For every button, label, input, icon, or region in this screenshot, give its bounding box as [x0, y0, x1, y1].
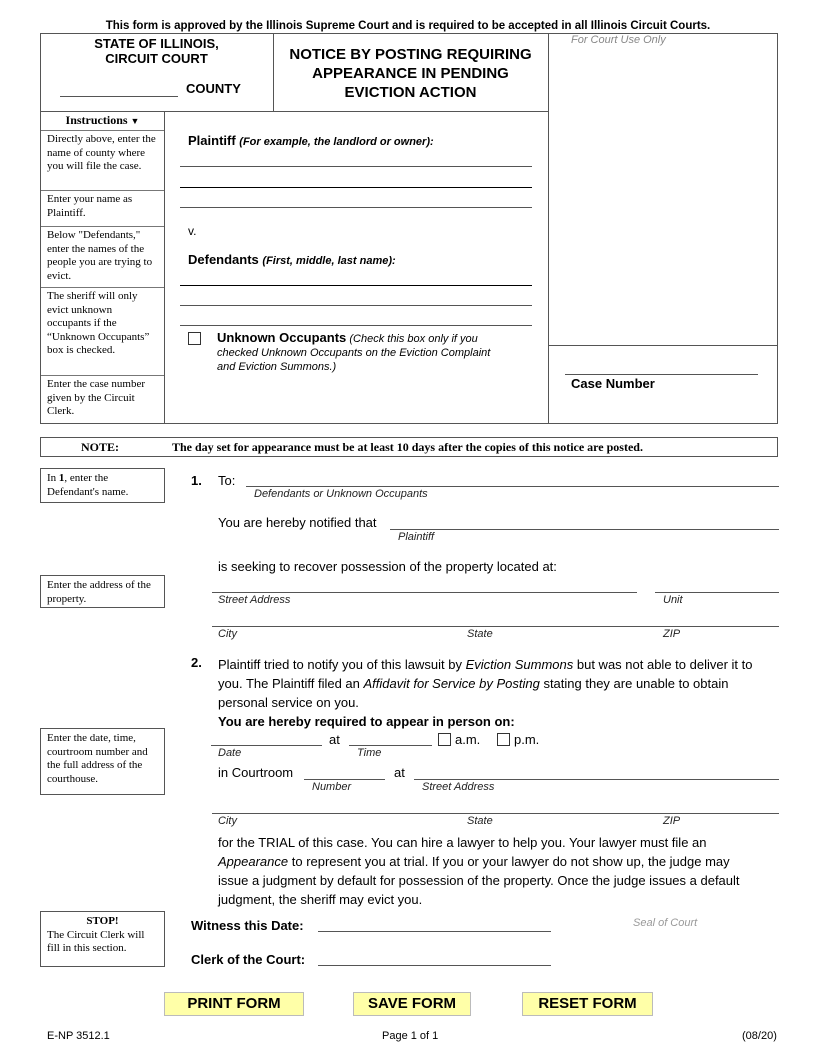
plaintiff-input-3[interactable] — [180, 207, 532, 208]
courtroom-number-input[interactable] — [304, 779, 385, 780]
plaintiff-name-input[interactable] — [390, 529, 779, 530]
print-form-button[interactable]: PRINT FORM — [164, 992, 304, 1016]
pm-checkbox[interactable] — [497, 733, 510, 746]
courthouse-city-input[interactable] — [212, 813, 779, 814]
side-instruction-hearing: Enter the date, time, courtroom number and the full address of the courthouse. — [40, 728, 165, 795]
instruction-case-number: Enter the case number given by the Circuit Clerk. — [47, 378, 146, 417]
instruction-unknown: The sheriff will only evict unknown occupants if the “Unknown Occupants” box is checked. — [41, 288, 164, 376]
defendant-input-2[interactable] — [180, 305, 532, 306]
case-number-label: Case Number — [571, 376, 655, 391]
side-instruction-stop: STOP! The Circuit Clerk will fill in this section. — [40, 911, 165, 967]
defendant-input-3[interactable] — [180, 325, 532, 326]
county-label: COUNTY — [186, 81, 241, 96]
page-number: Page 1 of 1 — [382, 1030, 439, 1042]
court-label: CIRCUIT COURT — [105, 51, 208, 66]
county-input[interactable] — [60, 96, 178, 97]
instruction-county: Directly above, enter the name of county where you will file the case. — [41, 131, 164, 191]
unit-input[interactable] — [655, 592, 779, 593]
form-title: NOTICE BY POSTING REQUIRING APPEARANCE IN PENDING EVICTION ACTION — [289, 46, 532, 101]
plaintiff-input-1[interactable] — [180, 166, 532, 167]
unknown-occupants-checkbox[interactable] — [188, 332, 201, 345]
save-form-button[interactable]: SAVE FORM — [353, 992, 471, 1016]
clerk-input[interactable] — [318, 965, 551, 966]
approval-notice: This form is approved by the Illinois Supreme Court and is required to be accepted in all Illinois Circuit Courts. — [105, 20, 711, 32]
city-state-zip-input[interactable] — [212, 626, 779, 627]
am-checkbox[interactable] — [438, 733, 451, 746]
form-number: E-NP 3512.1 — [47, 1030, 110, 1042]
reset-form-button[interactable]: RESET FORM — [522, 992, 653, 1016]
defendant-input-1[interactable] — [180, 285, 532, 286]
courthouse-street-input[interactable] — [414, 779, 779, 780]
date-input[interactable] — [211, 745, 322, 746]
time-input[interactable] — [349, 745, 432, 746]
case-number-input[interactable] — [565, 374, 758, 375]
side-instruction-address: Enter the address of the property. — [40, 575, 165, 608]
state-label: STATE OF ILLINOIS, — [94, 36, 219, 51]
street-address-input[interactable] — [212, 592, 637, 593]
witness-date-input[interactable] — [318, 931, 551, 932]
instruction-plaintiff: Enter your name as Plaintiff. — [41, 191, 164, 227]
instructions-header: Instructions ▼ — [41, 112, 164, 131]
instruction-defendants: Below "Defendants," enter the names of the people you are trying to evict. — [41, 227, 164, 288]
to-input[interactable] — [246, 486, 779, 487]
court-use-label: For Court Use Only — [571, 34, 666, 46]
note-box: NOTE: The day set for appearance must be at least 10 days after the copies of this notice are posted. — [40, 437, 778, 457]
triangle-down-icon: ▼ — [130, 116, 140, 126]
plaintiff-input-2[interactable] — [180, 187, 532, 188]
form-date: (08/20) — [742, 1030, 777, 1042]
side-instruction-defendant: In 1, enter the Defendant's name. — [40, 468, 165, 503]
